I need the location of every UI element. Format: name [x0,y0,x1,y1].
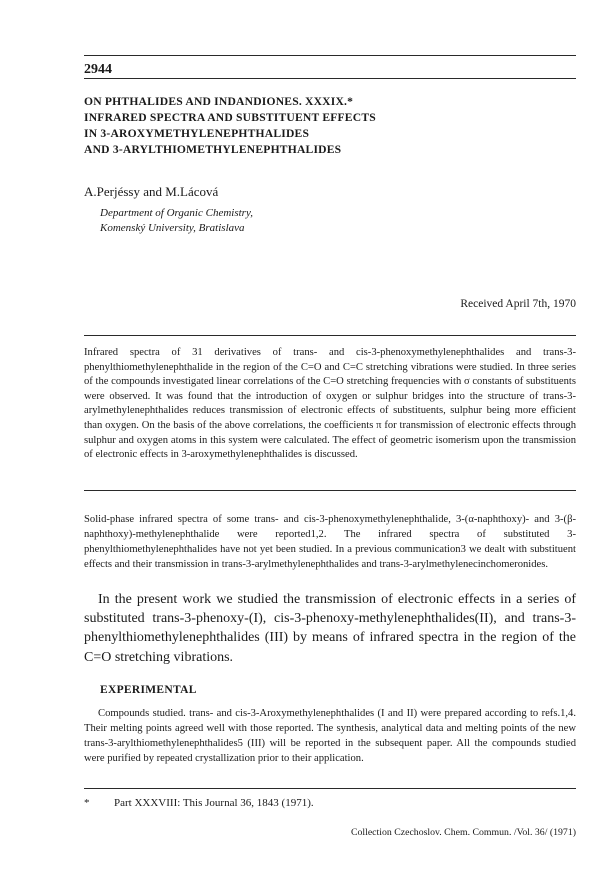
title-line: AND 3-ARYLTHIOMETHYLENEPHTHALIDES [84,143,342,156]
article-title [84,94,564,158]
footnote-text: Part XXXVIII: This Journal 36, 1843 (1971). [114,797,314,809]
abstract: Infrared spectra of 31 derivatives of trans- and cis-3-phenoxymethylenephthalides and trans-3-phenylthiomethylenephthalide in the region of the C=O and C=C stretching vibrations were studied. In three series of the compounds investigated linear correlations of the C=O stretching frequencies with σ constants of substituents were observed. It was found that the introduction of oxygen or sulphur bridges into the structure of trans-3-arylmethylenephthalides reduces transmission of electronic effects of substituents, sulphur being more efficient than oxygen. On the basis of the above correlations, the coefficients π for transmission of electronic effects through sulphur and oxygen atoms in this system were calculated. The effect of geometric isomerism upon the transmission of electronic effects in 3-aroxymethylenephthalides is discussed. [84,347,576,461]
top-rule-thin [84,55,576,56]
abstract-bottom-rule [84,490,576,491]
received-date: Received April 7th, 1970 [460,298,576,310]
present-work-paragraph: In the present work we studied the transmission of electronic effects in a series of substituted trans-3-phenoxy-(I), cis-3-phenoxy-methylenephthalides(II), and trans-3-phenylthiomethylenephthalides (III) by means of infrared spectra in the region of the C=O stretching vibrations. [84,592,576,665]
page-number: 2944 [84,62,112,77]
footnote [84,797,314,809]
title-line: ON PHTHALIDES AND INDANDIONES. XXXIX.* [84,95,354,108]
footnote-marker: * [84,797,90,809]
affiliation-line: Komenský University, Bratislava [100,222,245,234]
affiliation [100,206,253,236]
experimental-paragraph: Compounds studied. trans- and cis-3-Aroxymethylenephthalides (I and II) were prepared according to refs.1,4. Their melting points agreed well with those reported. The synthesis, analytical data and melting points of the new trans-3-arylthiomethylenephthalides5 (III) will be reported in the subsequent paper. All the compounds studied were purified by repeated crystallization prior to their application. [84,708,576,764]
title-line: IN 3-AROXYMETHYLENEPHTHALIDES [84,127,310,140]
introduction-paragraph: Solid-phase infrared spectra of some trans- and cis-3-phenoxymethylenephthalide, 3-(α-naphthoxy)- and 3-(β-naphthoxy)-methylenephthalide were reported1,2. The infrared spectra of substituted 3-phenylthiomethylenephthalides have not yet been studied. In a previous communication3 we dealt with substituent effects and their transmission in trans-3-arylmethylenephthalides and trans-3-arylmethylenecinchomeronides. [84,514,576,570]
title-line: INFRARED SPECTRA AND SUBSTITUENT EFFECTS [84,111,376,124]
journal-citation: Collection Czechoslov. Chem. Commun. /Vol. 36/ (1971) [350,827,576,838]
footnote-rule [84,788,576,789]
experimental-heading: EXPERIMENTAL [100,684,197,696]
authors: A.Perjéssy and M.Lácová [84,184,219,199]
header-rule [84,78,576,79]
abstract-top-rule [84,335,576,336]
affiliation-line: Department of Organic Chemistry, [100,207,253,219]
